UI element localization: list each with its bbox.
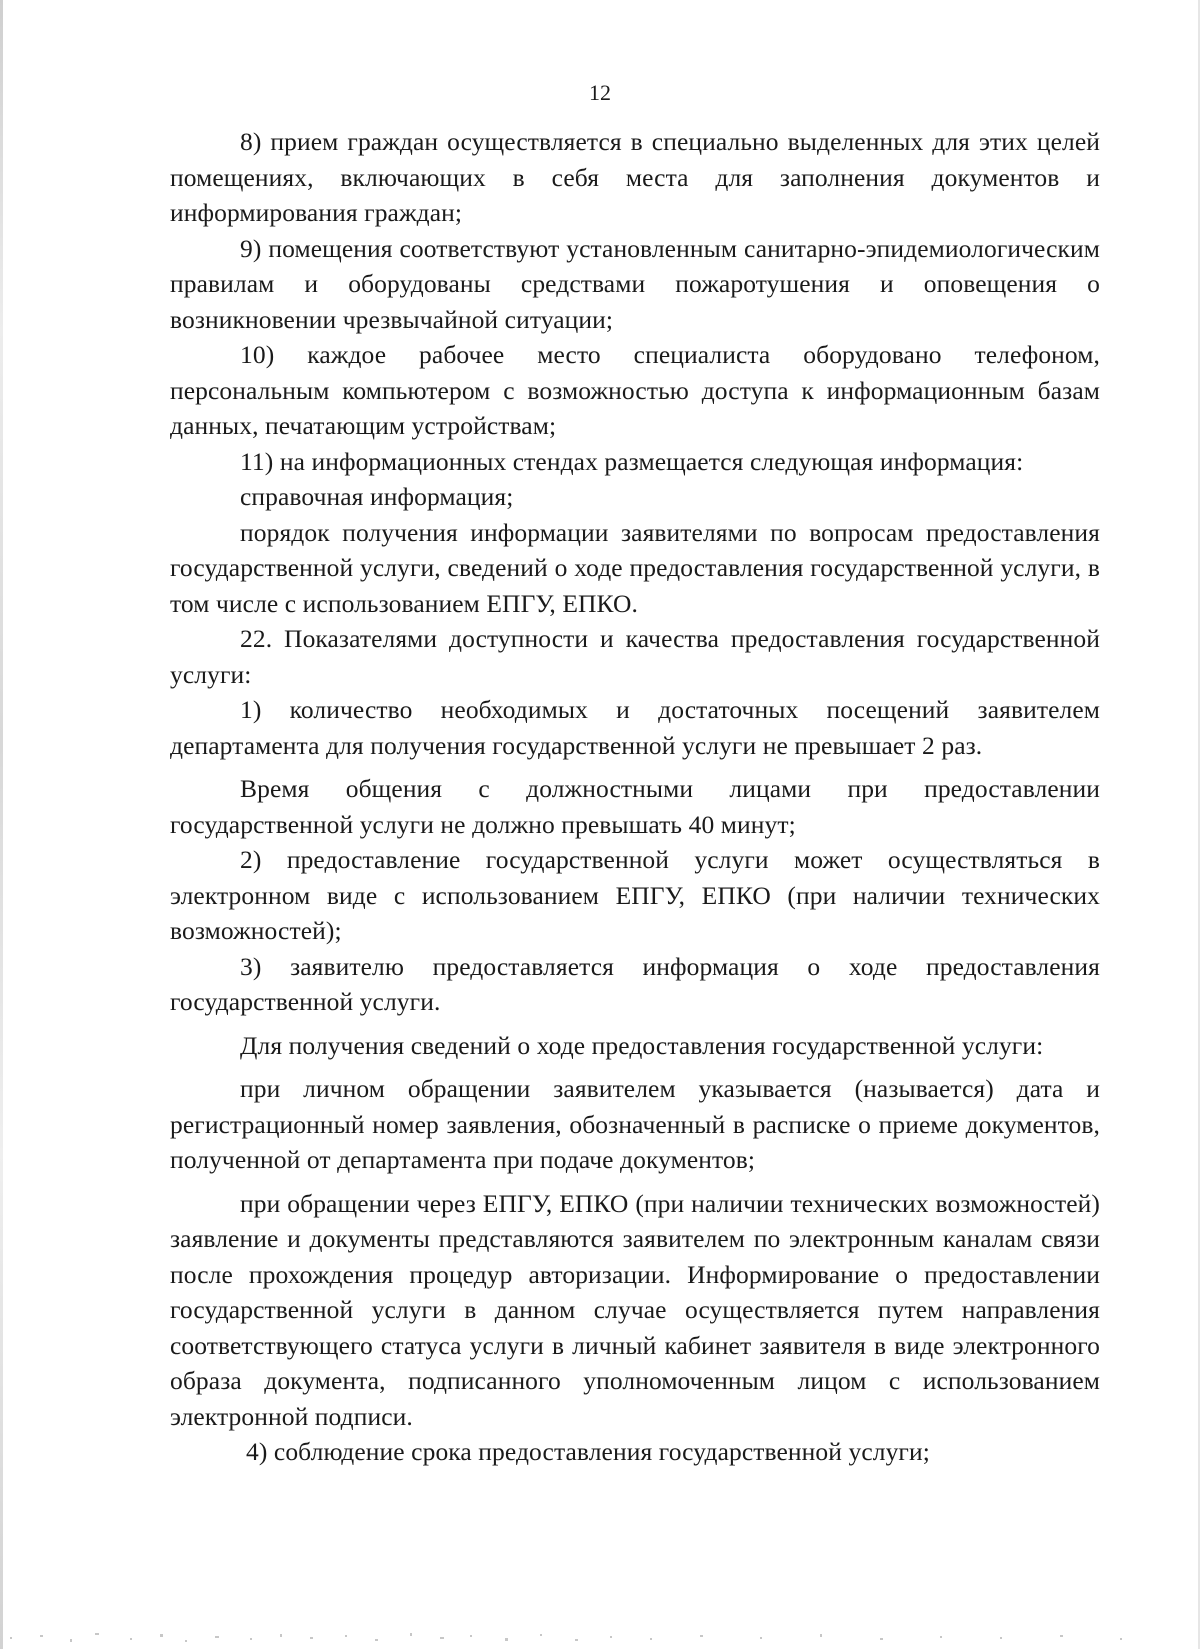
paragraph-item-8: 8) прием граждан осуществляется в специально выделенных для этих целей помещениях, включающих в себя места для заполнения документов и информирования граждан;: [170, 127, 1100, 227]
paragraph-item-10: 10) каждое рабочее место специалиста оборудовано телефоном, персональным компьютером с возможностью доступа к информационным базам данных, печатающим устройствам;: [170, 340, 1100, 440]
paragraph-online-request: при обращении через ЕПГУ, ЕПКО (при наличии технических возможностей) заявление и документы представляются заявителем по электронным каналам связи после прохождения процедур авторизации. Информирование о предоставлении государственной услуги в данном случае осуществляется путем направления соответствующего статуса услуги в личный кабинет заявителя в виде электронного образа документа, подписанного уполномоченным лицом с использованием электронной подписи.: [170, 1188, 1100, 1431]
paragraph-indicator-1: 1) количество необходимых и достаточных посещений заявителем департамента для получения государственной услуги не превышает 2 раз.: [170, 695, 1100, 760]
paragraph-indicator-4: 4) соблюдение срока предоставления государственной услуги;: [246, 1437, 930, 1466]
paragraph-reference-info: справочная информация;: [240, 482, 514, 511]
paragraph-status-info: Для получения сведений о ходе предоставления государственной услуги:: [240, 1030, 1044, 1060]
paragraph-item-9: 9) помещения соответствуют установленным санитарно-эпидемиологическим правилам и оборудованы средствами пожаротушения и оповещения о возникновении чрезвычайной ситуации;: [170, 233, 1100, 334]
paragraph-item-11: 11) на информационных стендах размещается следующая информация:: [240, 446, 1024, 476]
scan-edge-left: [0, 0, 3, 1649]
page-number: 12: [589, 80, 611, 105]
paragraph-personal-visit: при личном обращении заявителем указывается (называется) дата и регистрационный номер заявления, обозначенный в расписке о приеме документов, полученной от департамента при подаче документов;: [170, 1074, 1100, 1174]
paragraph-section-22: 22. Показателями доступности и качества предоставления государственной услуги:: [170, 624, 1100, 689]
paragraph-communication-time: Время общения с должностными лицами при предоставлении государственной услуги не должно превышать 40 минут;: [170, 774, 1100, 839]
scan-noise-bottom: [0, 1625, 1200, 1649]
paragraph-indicator-2: 2) предоставление государственной услуги может осуществляться в электронном виде с использованием ЕПГУ, ЕПКО (при наличии технических возможностей);: [170, 845, 1100, 945]
document-body: [170, 124, 1100, 1470]
paragraph-indicator-3: 3) заявителю предоставляется информация о ходе предоставления государственной услуги.: [170, 951, 1100, 1016]
paragraph-info-procedure: порядок получения информации заявителями по вопросам предоставления государственной услуги, сведений о ходе предоставления государственной услуги, в том числе с использованием ЕПГУ, ЕПКО.: [170, 517, 1100, 618]
